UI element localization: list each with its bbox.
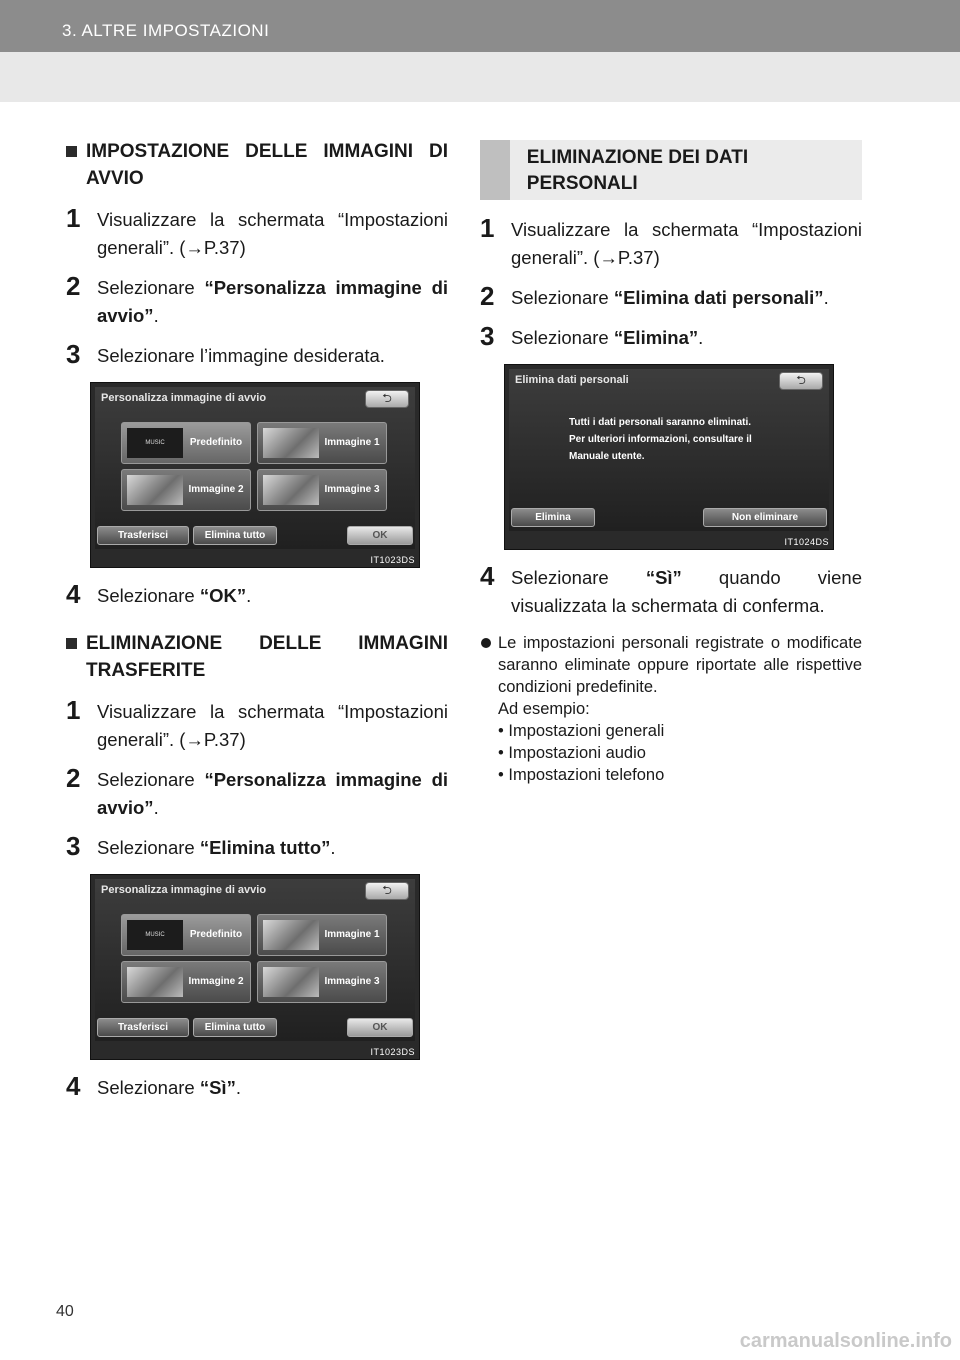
tile-image-3[interactable]: Immagine 3 bbox=[257, 961, 387, 1003]
step-1: 1 Visualizzare la schermata “Impostazioni generali”. (→P.37) bbox=[480, 213, 862, 268]
do-not-delete-button[interactable]: Non eliminare bbox=[703, 508, 827, 527]
section-title: ELIMINAZIONE DEI DATI PERSONALI bbox=[526, 147, 749, 194]
confirmation-message: Tutti i dati personali saranno eliminati. Per ulteriori informazioni, consultare il Manuale utente. bbox=[569, 417, 752, 462]
screenshot-startup-image bbox=[90, 382, 420, 568]
tile-image-2[interactable]: Immagine 2 bbox=[121, 961, 251, 1003]
list-item: • Impostazioni generali bbox=[498, 722, 665, 740]
screen bbox=[95, 387, 415, 549]
step-3: 3 Selezionare “Elimina”. bbox=[480, 321, 704, 351]
transfer-button[interactable]: Trasferisci bbox=[97, 526, 189, 545]
figure-code: IT1023DS bbox=[370, 1047, 415, 1057]
thumbnail: MUSIC bbox=[127, 920, 183, 950]
tile-default[interactable]: MUSIC Predefinito bbox=[121, 422, 251, 464]
left-column bbox=[66, 138, 448, 1114]
header-band bbox=[0, 52, 960, 102]
step-2: 2 Selezionare “Personalizza immagine di avvio”. bbox=[66, 763, 449, 818]
figure-code: IT1024DS bbox=[784, 537, 829, 547]
transfer-button[interactable]: Trasferisci bbox=[97, 1018, 189, 1037]
ok-button[interactable]: OK bbox=[347, 526, 413, 545]
section-tab bbox=[480, 140, 510, 200]
thumbnail bbox=[127, 967, 183, 997]
screen-title: Personalizza immagine di avvio bbox=[101, 884, 267, 896]
list-item: • Impostazioni audio bbox=[498, 744, 646, 762]
section-title-box bbox=[480, 140, 862, 200]
step-3: 3 Selezionare l’immagine desiderata. bbox=[66, 339, 385, 369]
step-1: 1 Visualizzare la schermata “Impostazioni generali”. (→P.37) bbox=[66, 203, 448, 258]
tile-image-3[interactable]: Immagine 3 bbox=[257, 469, 387, 511]
figure-code: IT1023DS bbox=[370, 555, 415, 565]
square-bullet-icon bbox=[66, 638, 77, 649]
thumbnail bbox=[263, 920, 319, 950]
thumbnail bbox=[263, 428, 319, 458]
subheading-delete-transferred: ELIMINAZIONE DELLE IMMAGINI TRASFERITE bbox=[66, 630, 448, 684]
header-bar bbox=[0, 0, 960, 52]
thumbnail bbox=[263, 475, 319, 505]
screen bbox=[509, 369, 829, 531]
step-4: 4 Selezionare “Sì”. bbox=[66, 1071, 241, 1101]
square-bullet-icon bbox=[66, 146, 77, 157]
tile-image-1[interactable]: Immagine 1 bbox=[257, 914, 387, 956]
thumbnail bbox=[263, 967, 319, 997]
screen-title: Elimina dati personali bbox=[515, 374, 629, 386]
return-arrow-icon[interactable]: ⮌ bbox=[365, 882, 409, 900]
page-number: 40 bbox=[56, 1303, 74, 1320]
screenshot-delete-personal-data bbox=[504, 364, 834, 550]
note-item: Le impostazioni personali registrate o modificate saranno eliminate oppure riportate alle rispettive condizioni predefinite. bbox=[480, 632, 862, 698]
watermark: carmanualsonline.info bbox=[739, 1330, 952, 1352]
thumbnail bbox=[127, 475, 183, 505]
list-item: • Impostazioni telefono bbox=[498, 766, 665, 784]
ok-button[interactable]: OK bbox=[347, 1018, 413, 1037]
tile-default[interactable]: MUSIC Predefinito bbox=[121, 914, 251, 956]
bullet-dot-icon bbox=[481, 638, 491, 648]
return-arrow-icon[interactable]: ⮌ bbox=[365, 390, 409, 408]
right-column bbox=[480, 140, 862, 786]
return-arrow-icon[interactable]: ⮌ bbox=[779, 372, 823, 390]
step-1: 1 Visualizzare la schermata “Impostazioni generali”. (→P.37) bbox=[66, 695, 448, 750]
step-2: 2 Selezionare “Personalizza immagine di avvio”. bbox=[66, 271, 449, 326]
subheading-startup-images: IMPOSTAZIONE DELLE IMMAGINI DI AVVIO bbox=[66, 138, 448, 192]
screenshot-startup-image-2 bbox=[90, 874, 420, 1060]
tile-image-2[interactable]: Immagine 2 bbox=[121, 469, 251, 511]
chapter-title: 3. ALTRE IMPOSTAZIONI bbox=[62, 21, 270, 40]
step-4: 4 Selezionare “Sì” quando viene visualizzata la schermata di conferma. bbox=[480, 561, 862, 616]
screen-title: Personalizza immagine di avvio bbox=[101, 392, 267, 404]
example-list: Ad esempio: • Impostazioni generali • Impostazioni audio • Impostazioni telefono bbox=[480, 698, 862, 786]
delete-all-button[interactable]: Elimina tutto bbox=[193, 526, 277, 545]
tile-image-1[interactable]: Immagine 1 bbox=[257, 422, 387, 464]
delete-all-button[interactable]: Elimina tutto bbox=[193, 1018, 277, 1037]
step-2: 2 Selezionare “Elimina dati personali”. bbox=[480, 281, 829, 311]
screen bbox=[95, 879, 415, 1041]
delete-button[interactable]: Elimina bbox=[511, 508, 595, 527]
step-4: 4 Selezionare “OK”. bbox=[66, 579, 252, 609]
step-3: 3 Selezionare “Elimina tutto”. bbox=[66, 831, 336, 861]
thumbnail: MUSIC bbox=[127, 428, 183, 458]
